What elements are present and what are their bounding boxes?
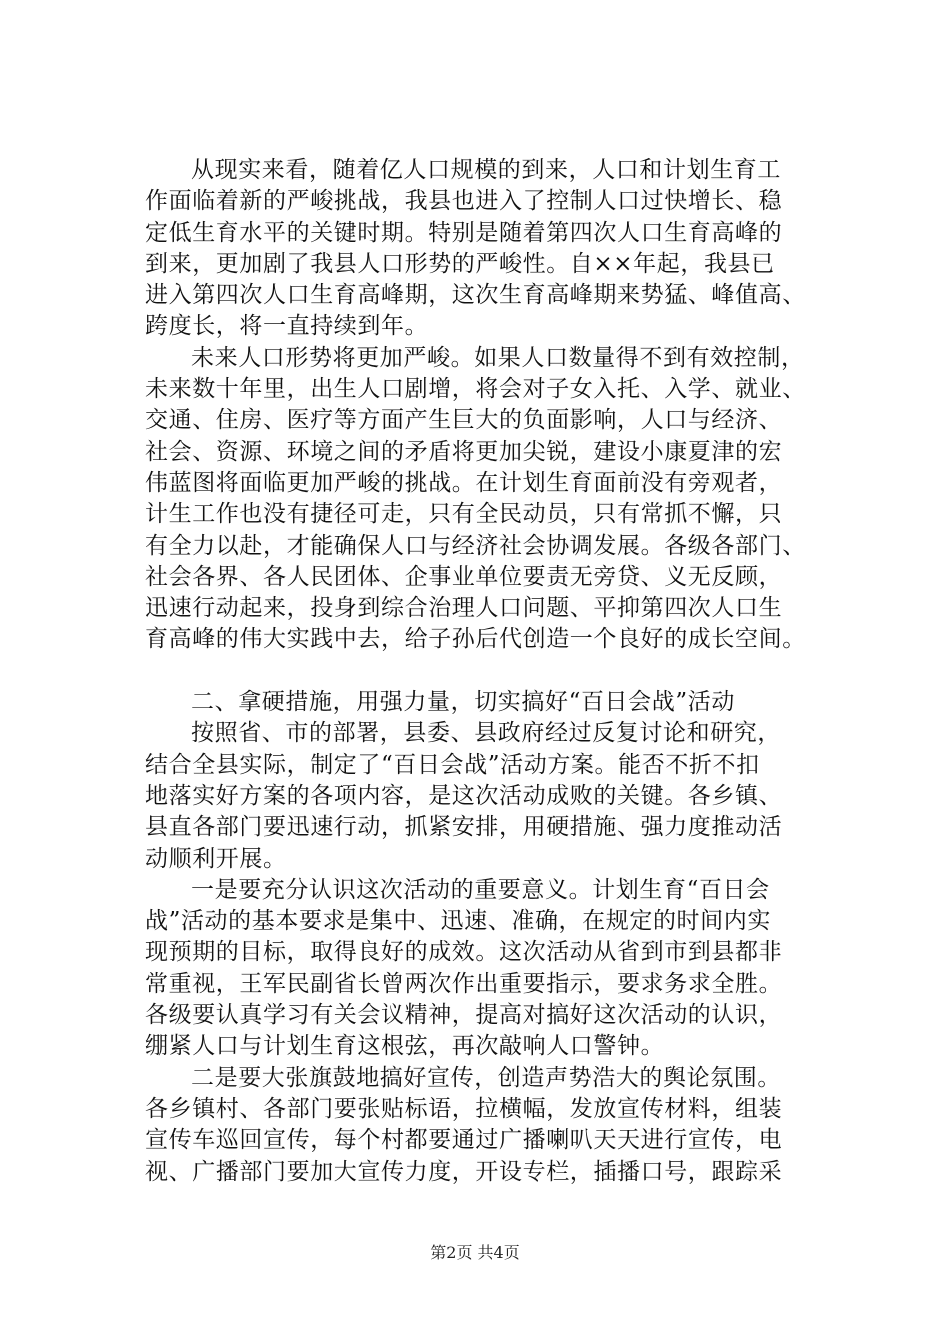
- text-line: 交通、住房、医疗等方面产生巨大的负面影响，人口与经济、: [145, 407, 783, 434]
- text-line: 各级要认真学习有关会议精神，提高对搞好这次活动的认识，: [145, 1002, 783, 1029]
- text-line: 绷紧人口与计划生育这根弦，再次敲响人口警钟。: [145, 1033, 665, 1060]
- text-line: 有全力以赴，才能确保人口与经济社会协调发展。各级各部门、: [145, 532, 806, 559]
- text-line: 各乡镇村、各部门要张贴标语，拉横幅，发放宣传材料，组装: [145, 1095, 783, 1122]
- text-line: 到来，更加剧了我县人口形势的严峻性。自××年起，我县已: [145, 250, 775, 277]
- text-line: 县直各部门要迅速行动，抓紧安排，用硬措施、强力度推动活: [145, 814, 783, 841]
- text-line: 定低生育水平的关键时期。特别是随着第四次人口生育高峰的: [145, 219, 783, 246]
- text-line: 二、拿硬措施，用强力量，切实搞好“百日会战”活动: [191, 689, 735, 716]
- text-line: 一是要充分认识这次活动的重要意义。计划生育“百日会: [191, 876, 770, 903]
- text-line: 跨度长，将一直持续到年。: [145, 313, 429, 340]
- text-line: 二是要大张旗鼓地搞好宣传，创造声势浩大的舆论氛围。: [191, 1064, 781, 1091]
- text-line: 育高峰的伟大实践中去，给子孙后代创造一个良好的成长空间。: [145, 626, 806, 653]
- text-line: 常重视，王军民副省长曾两次作出重要指示，要求务求全胜。: [145, 970, 783, 997]
- text-line: 现预期的目标，取得良好的成效。这次活动从省到市到县都非: [145, 939, 783, 966]
- text-line: 结合全县实际，制定了“百日会战”活动方案。能否不折不扣: [145, 751, 760, 778]
- text-line: 计生工作也没有捷径可走，只有全民动员，只有常抓不懈，只: [145, 501, 783, 528]
- text-line: 进入第四次人口生育高峰期，这次生育高峰期来势猛、峰值高、: [145, 282, 806, 309]
- text-line: 伟蓝图将面临更加严峻的挑战。在计划生育面前没有旁观者，: [145, 469, 783, 496]
- document-body: [145, 155, 850, 1188]
- text-line: 社会各界、各人民团体、企事业单位要责无旁贷、义无反顾，: [145, 563, 783, 590]
- text-line: 作面临着新的严峻挑战，我县也进入了控制人口过快增长、稳: [145, 188, 783, 215]
- text-line: 按照省、市的部署，县委、县政府经过反复讨论和研究，: [191, 720, 781, 747]
- text-line: 社会、资源、环境之间的矛盾将更加尖锐，建设小康夏津的宏: [145, 438, 783, 465]
- page-footer: 第2页 共4页: [430, 1243, 520, 1262]
- text-line: 地落实好方案的各项内容，是这次活动成败的关键。各乡镇、: [145, 782, 783, 809]
- text-line: 从现实来看，随着亿人口规模的到来，人口和计划生育工: [191, 157, 781, 183]
- text-line: 迅速行动起来，投身到综合治理人口问题、平抑第四次人口生: [145, 595, 783, 622]
- text-line: 未来数十年里，出生人口剧增，将会对子女入托、入学、就业、: [145, 376, 806, 403]
- text-line: 动顺利开展。: [145, 845, 287, 872]
- text-line: 未来人口形势将更加严峻。如果人口数量得不到有效控制，: [191, 344, 805, 371]
- text-line: 宣传车巡回宣传，每个村都要通过广播喇叭天天进行宣传，电: [145, 1127, 783, 1154]
- text-line: 战”活动的基本要求是集中、迅速、准确，在规定的时间内实: [145, 908, 771, 935]
- blank-line: [145, 656, 850, 687]
- text-line: 视、广播部门要加大宣传力度，开设专栏，插播口号，跟踪采: [145, 1158, 783, 1185]
